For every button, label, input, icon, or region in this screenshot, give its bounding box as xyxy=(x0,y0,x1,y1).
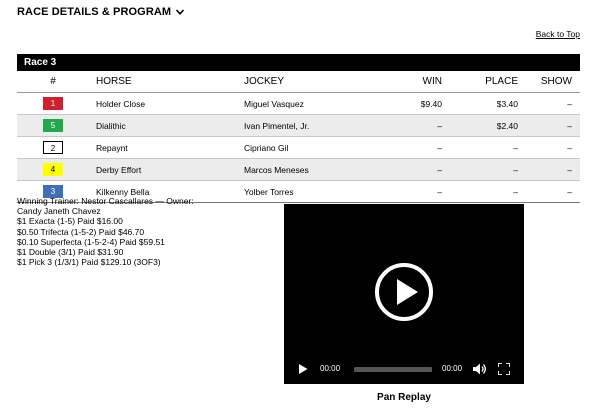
video-caption: Pan Replay xyxy=(377,392,431,403)
table-row xyxy=(17,115,580,137)
program-number-badge: 4 xyxy=(43,163,63,176)
show-payout: – xyxy=(520,93,580,115)
col-horse-header: HORSE xyxy=(89,71,243,93)
jockey-name: Ivan Pimentel, Jr. xyxy=(243,115,373,137)
col-show-header: SHOW xyxy=(520,71,580,93)
table-row xyxy=(17,159,580,181)
win-payout: – xyxy=(373,159,444,181)
jockey-name: Miguel Vasquez xyxy=(243,93,373,115)
results-table xyxy=(17,71,580,203)
col-num-header: # xyxy=(17,71,89,93)
horse-name: Kilkenny Bella xyxy=(89,181,243,203)
volume-icon[interactable] xyxy=(473,363,487,375)
trainer-owner-line: Winning Trainer: Nestor Cascallares — Owner: xyxy=(17,196,194,206)
table-row xyxy=(17,137,580,159)
program-number-badge: 5 xyxy=(43,119,63,132)
race-title-bar xyxy=(17,54,580,71)
show-payout: – xyxy=(520,115,580,137)
trifecta-payout: $0.50 Trifecta (1-5-2) Paid $46.70 xyxy=(17,226,145,237)
jockey-name: Yolber Torres xyxy=(243,181,373,203)
section-title: RACE DETAILS & PROGRAM xyxy=(17,6,172,18)
back-to-top-link[interactable]: Back to Top xyxy=(535,29,580,39)
place-payout: – xyxy=(444,137,520,159)
current-time: 00:00 xyxy=(320,364,341,373)
win-payout: $9.40 xyxy=(373,93,444,115)
win-payout: – xyxy=(373,115,444,137)
race-details-toggle[interactable] xyxy=(17,6,185,18)
horse-name: Repaynt xyxy=(89,137,243,159)
chevron-down-icon xyxy=(175,7,185,17)
jockey-name: Cipriano Gil xyxy=(243,137,373,159)
horse-name: Dialithic xyxy=(89,115,243,137)
pick3-payout: $1 Pick 3 (1/3/1) Paid $129.10 (3OF3) xyxy=(17,257,161,268)
play-icon[interactable] xyxy=(298,364,308,374)
jockey-name: Marcos Meneses xyxy=(243,159,373,181)
replay-video-player[interactable] xyxy=(284,204,524,384)
place-payout: – xyxy=(444,181,520,203)
duration-time: 00:00 xyxy=(442,364,463,373)
place-payout: $2.40 xyxy=(444,115,520,137)
place-payout: $3.40 xyxy=(444,93,520,115)
play-circle-icon[interactable] xyxy=(374,262,434,322)
col-jockey-header: JOCKEY xyxy=(243,71,373,93)
program-number-badge: 1 xyxy=(43,97,63,110)
place-payout: – xyxy=(444,159,520,181)
horse-name: Derby Effort xyxy=(89,159,243,181)
owner-name: Candy Janeth Chavez xyxy=(17,206,101,217)
horse-name: Holder Close xyxy=(89,93,243,115)
exacta-payout: $1 Exacta (1-5) Paid $16.00 xyxy=(17,216,123,227)
win-payout: – xyxy=(373,181,444,203)
fullscreen-icon[interactable] xyxy=(498,363,510,375)
superfecta-payout: $0.10 Superfecta (1-5-2-4) Paid $59.51 xyxy=(17,236,165,247)
show-payout: – xyxy=(520,181,580,203)
race-title: Race 3 xyxy=(24,57,57,68)
win-payout: – xyxy=(373,137,444,159)
video-controls xyxy=(284,362,524,376)
table-row xyxy=(17,93,580,115)
payouts-summary xyxy=(17,196,277,267)
program-number-badge: 3 xyxy=(43,185,63,198)
seek-bar[interactable] xyxy=(354,367,432,372)
col-win-header: WIN xyxy=(373,71,444,93)
show-payout: – xyxy=(520,159,580,181)
table-header-row xyxy=(17,71,580,93)
program-number-badge: 2 xyxy=(43,141,63,154)
show-payout: – xyxy=(520,137,580,159)
col-place-header: PLACE xyxy=(444,71,520,93)
double-payout: $1 Double (3/1) Paid $31.90 xyxy=(17,247,124,258)
